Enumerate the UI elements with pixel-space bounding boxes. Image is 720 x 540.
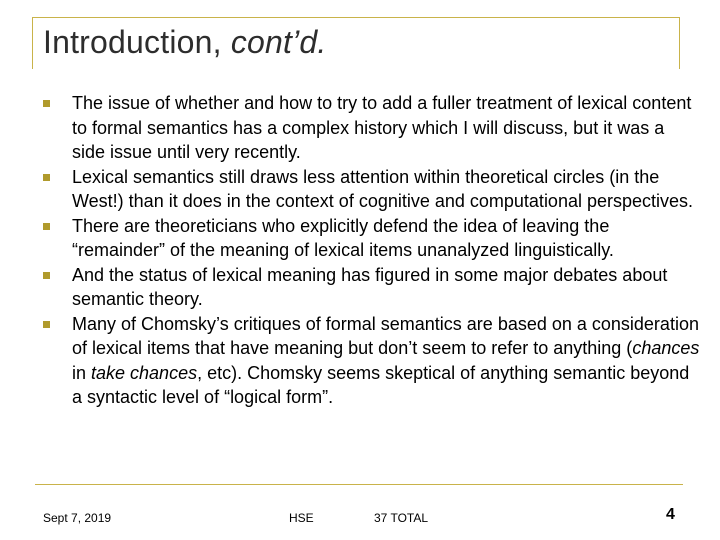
page-number: 4 [666, 506, 675, 523]
bullet-square-icon [43, 223, 50, 230]
bullet-text: , etc). Chomsky seems skeptical of anything semantic beyond a syntactic level of “logical form”. [72, 362, 690, 407]
bullet-square-icon [43, 321, 50, 328]
bullet-item [40, 214, 700, 263]
bullet-text-italic: chances [632, 338, 700, 358]
bullet-text: Lexical semantics still draws less attention within theoretical circles (in the West!) than it does in the context of cognitive and computational perspectives. [72, 166, 694, 211]
bullet-item [40, 263, 700, 312]
title-italic: cont’d. [230, 24, 327, 60]
title-main: Introduction, [43, 24, 231, 60]
frame-right-line [679, 17, 680, 69]
bullet-square-icon [43, 100, 50, 107]
bullet-square-icon [43, 174, 50, 181]
frame-left-line [32, 17, 33, 69]
bullet-text: And the status of lexical meaning has figured in some major debates about semantic theory. [72, 264, 668, 309]
slide-title [43, 24, 327, 61]
bullet-item [40, 91, 700, 165]
bullet-text: The issue of whether and how to try to add a fuller treatment of lexical content to formal semantics has a complex history which I will discuss, but it was a side issue until very recently. [72, 93, 692, 162]
bullet-item [40, 165, 700, 214]
bullet-text-italic: take chances [91, 362, 198, 383]
bullet-text: in [72, 362, 92, 383]
bullet-text: Many of Chomsky’s critiques of formal semantics are based on a consideration of lexical items that have meaning but don’t seem to refer to anything ( [72, 313, 699, 358]
footer-total: 37 TOTAL [374, 511, 429, 525]
footer-rule [35, 484, 683, 485]
bullet-item [40, 312, 700, 410]
bullet-text: There are theoreticians who explicitly defend the idea of leaving the “remainder” of the meaning of lexical items unanalyzed linguistically. [72, 215, 614, 260]
footer-org: HSE [289, 511, 314, 525]
bullet-list [40, 91, 700, 410]
bullet-square-icon [43, 272, 50, 279]
frame-top-line [32, 17, 680, 18]
footer-date: Sept 7, 2019 [43, 511, 112, 525]
